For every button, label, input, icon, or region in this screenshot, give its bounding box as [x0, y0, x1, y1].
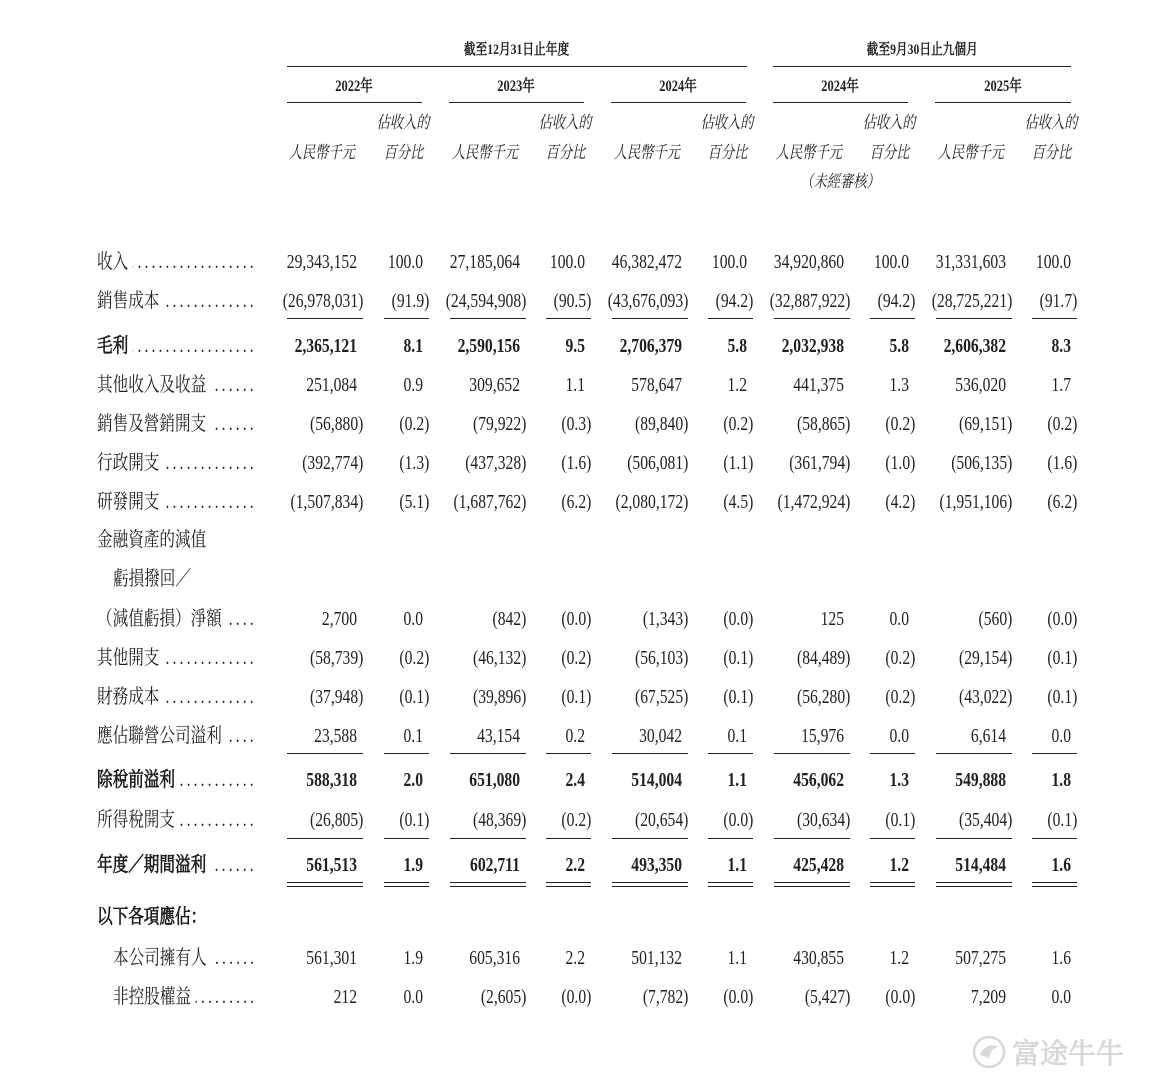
- cell-value: (46,132): [472, 647, 526, 669]
- row-label: [97, 528, 257, 552]
- percent-cell: [931, 373, 1077, 397]
- underline: [612, 838, 688, 839]
- amount-heading-label: 人民幣千元: [937, 143, 1004, 162]
- percent-column-heading: [358, 108, 448, 168]
- cell-value: (506,135): [950, 452, 1012, 474]
- underline: [612, 318, 688, 319]
- cell-value: 6,614: [970, 725, 1006, 747]
- double-underline: [774, 882, 850, 883]
- year-rule: [449, 102, 584, 103]
- cell-value: 8.3: [1051, 335, 1071, 357]
- double-underline: [1032, 886, 1077, 887]
- cell-value: 5.8: [889, 335, 909, 357]
- cell-value: 430,855: [793, 947, 844, 969]
- cell-value: (58,739): [309, 647, 363, 669]
- cell-value: (361,794): [788, 452, 850, 474]
- cell-value: 561,513: [306, 854, 357, 876]
- cell-value: (79,922): [472, 413, 526, 435]
- cell-value: 0.0: [403, 986, 423, 1008]
- cell-value: (2,080,172): [615, 491, 688, 513]
- row-label-text: 年度／期間溢利: [97, 854, 207, 876]
- cell-value: (6.2): [1047, 491, 1077, 513]
- underline: [450, 318, 526, 319]
- percent-cell: [931, 853, 1077, 877]
- cell-value: 251,084: [306, 374, 357, 396]
- cell-value: 1.2: [889, 947, 909, 969]
- cell-value: 0.2: [565, 725, 585, 747]
- amount-heading-label: 人民幣千元: [288, 143, 355, 162]
- double-underline: [774, 886, 850, 887]
- row-label-text: 銷售及營銷開支: [97, 413, 207, 435]
- double-underline: [708, 882, 753, 883]
- cell-value: (0.2): [885, 647, 915, 669]
- cell-value: 1.9: [403, 854, 423, 876]
- header-rule: [773, 66, 1071, 67]
- cell-value: 2.2: [565, 854, 585, 876]
- percent-cell: [931, 768, 1077, 792]
- cell-value: 30,042: [639, 725, 682, 747]
- cell-value: (0.2): [723, 413, 753, 435]
- cell-value: (0.2): [885, 413, 915, 435]
- cell-value: 0.1: [403, 725, 423, 747]
- amount-heading-label: 人民幣千元: [451, 143, 518, 162]
- cell-value: (4.2): [885, 491, 915, 513]
- row-label-text: 其他開支: [97, 647, 160, 669]
- percent-cell: [937, 490, 1077, 514]
- cell-value: 2,706,379: [619, 335, 682, 357]
- cell-value: (7,782): [642, 986, 688, 1008]
- underline: [774, 753, 850, 754]
- cell-value: 15,976: [801, 725, 844, 747]
- cell-value: 100.0: [387, 251, 423, 273]
- cell-value: (56,880): [309, 413, 363, 435]
- row-label-text: 財務成本: [97, 686, 160, 708]
- row-label-text: （減值虧損）淨額: [97, 608, 222, 630]
- underline: [287, 838, 363, 839]
- cell-value: 2,700: [321, 608, 357, 630]
- cell-value: (32,887,922): [769, 290, 850, 312]
- cell-value: (91.9): [391, 290, 429, 312]
- cell-value: (90.5): [553, 290, 591, 312]
- cell-value: 34,920,860: [773, 251, 844, 273]
- row-label-text: 研發開支: [97, 491, 160, 513]
- underline: [870, 838, 915, 839]
- cell-value: 2,365,121: [294, 335, 357, 357]
- cell-value: 2,032,938: [781, 335, 844, 357]
- row-label-text: 銷售成本: [97, 290, 160, 312]
- year-heading: [449, 77, 584, 97]
- cell-value: (0.0): [723, 986, 753, 1008]
- cell-value: 2.2: [565, 947, 585, 969]
- cell-value: 1.3: [889, 769, 909, 791]
- year-label: 2023年: [497, 78, 536, 95]
- row-label: [97, 905, 257, 929]
- percent-heading-line2: 百分比: [1031, 143, 1071, 162]
- cell-value: (0.1): [885, 809, 915, 831]
- cell-value: 31,331,603: [935, 251, 1006, 273]
- cell-value: 1.7: [1051, 374, 1071, 396]
- unaudited-note-label: （未經審核）: [800, 172, 880, 191]
- underline: [450, 838, 526, 839]
- header-rule: [287, 66, 747, 67]
- row-label-text: 非控股權益: [113, 986, 191, 1008]
- year-label: 2022年: [335, 78, 374, 95]
- cell-value: 8.1: [403, 335, 423, 357]
- percent-column-heading: [844, 108, 934, 168]
- cell-value: 100.0: [873, 251, 909, 273]
- percent-cell: [937, 808, 1077, 832]
- double-underline: [936, 882, 1012, 883]
- cell-value: (392,774): [301, 452, 363, 474]
- year-label: 2025年: [984, 78, 1022, 95]
- row-label-text: 行政開支: [97, 452, 160, 474]
- percent-cell: [937, 607, 1077, 631]
- double-underline: [708, 886, 753, 887]
- cell-value: 536,020: [955, 374, 1006, 396]
- row-label-text: 毛利: [97, 335, 129, 357]
- cell-value: (0.3): [561, 413, 591, 435]
- cell-value: (5,427): [804, 986, 850, 1008]
- double-underline: [287, 886, 363, 887]
- cell-value: 1.6: [1051, 854, 1071, 876]
- period-group-heading: [773, 40, 1071, 60]
- cell-value: (1,687,762): [453, 491, 526, 513]
- cell-value: 1.9: [403, 947, 423, 969]
- underline: [1032, 838, 1077, 839]
- cell-value: (56,103): [634, 647, 688, 669]
- year-label: 2024年: [821, 78, 860, 95]
- cell-value: 507,275: [955, 947, 1006, 969]
- cell-value: (560): [978, 608, 1012, 630]
- cell-value: (0.1): [399, 686, 429, 708]
- cell-value: (0.2): [885, 686, 915, 708]
- cell-value: 23,588: [314, 725, 357, 747]
- cell-value: 309,652: [469, 374, 520, 396]
- cell-value: (0.1): [561, 686, 591, 708]
- cell-value: 100.0: [1035, 251, 1071, 273]
- cell-value: (0.2): [561, 647, 591, 669]
- cell-value: (0.2): [399, 647, 429, 669]
- cell-value: 100.0: [711, 251, 747, 273]
- cell-value: (89,840): [634, 413, 688, 435]
- row-label-text: 應佔聯營公司溢利: [97, 725, 222, 747]
- cell-value: (37,948): [309, 686, 363, 708]
- cell-value: (94.2): [715, 290, 753, 312]
- cell-value: (0.0): [885, 986, 915, 1008]
- cell-value: (26,978,031): [282, 290, 363, 312]
- underline: [870, 753, 915, 754]
- cell-value: (6.2): [561, 491, 591, 513]
- cell-value: 29,343,152: [286, 251, 357, 273]
- double-underline: [1032, 882, 1077, 883]
- row-label-text: 所得稅開支: [97, 809, 175, 831]
- cell-value: (39,896): [472, 686, 526, 708]
- double-underline: [450, 882, 526, 883]
- double-underline: [870, 882, 915, 883]
- percent-heading-line2: 百分比: [545, 143, 585, 162]
- cell-value: 100.0: [549, 251, 585, 273]
- percent-heading-line1: 佔收入的: [538, 113, 592, 132]
- period-group-label: 截至9月30日止九個月: [866, 42, 978, 58]
- cell-value: 5.8: [727, 335, 747, 357]
- year-rule: [935, 102, 1071, 103]
- cell-value: (2,605): [480, 986, 526, 1008]
- underline: [384, 753, 429, 754]
- cell-value: (94.2): [877, 290, 915, 312]
- cell-value: (1,951,106): [939, 491, 1012, 513]
- futu-logo-icon: [972, 1035, 1006, 1069]
- cell-value: (0.1): [399, 809, 429, 831]
- year-heading: [287, 77, 422, 97]
- year-label: 2024年: [659, 78, 698, 95]
- unaudited-note: [780, 172, 900, 192]
- underline: [936, 838, 1012, 839]
- row-label-text: 虧損撥回／: [113, 568, 191, 590]
- underline: [287, 753, 363, 754]
- cell-value: (0.1): [1047, 686, 1077, 708]
- cell-value: 1.1: [727, 769, 747, 791]
- cell-value: 2,590,156: [457, 335, 520, 357]
- cell-value: 1.6: [1051, 947, 1071, 969]
- cell-value: (69,151): [958, 413, 1012, 435]
- cell-value: (24,594,908): [445, 290, 526, 312]
- cell-value: (1.1): [723, 452, 753, 474]
- double-underline: [384, 886, 429, 887]
- cell-value: 1.3: [889, 374, 909, 396]
- period-group-label: 截至12月31日止年度: [464, 42, 570, 58]
- cell-value: (0.2): [1047, 413, 1077, 435]
- percent-column-heading: [520, 108, 610, 168]
- year-rule: [611, 102, 746, 103]
- amount-column-heading: [235, 143, 355, 163]
- cell-value: (1,343): [642, 608, 688, 630]
- cell-value: 2,606,382: [943, 335, 1006, 357]
- cell-value: (437,328): [464, 452, 526, 474]
- amount-heading-label: 人民幣千元: [613, 143, 680, 162]
- row-label-text: 金融資產的減值: [97, 529, 207, 551]
- percent-heading-line2: 百分比: [707, 143, 747, 162]
- underline: [287, 318, 363, 319]
- cell-value: (0.2): [399, 413, 429, 435]
- percent-heading-line1: 佔收入的: [1024, 113, 1078, 132]
- underline: [546, 318, 591, 319]
- double-underline: [546, 882, 591, 883]
- cell-value: 602,711: [470, 854, 520, 876]
- percent-cell: [931, 334, 1077, 358]
- percent-cell: [931, 724, 1077, 748]
- double-underline: [870, 886, 915, 887]
- percent-heading-line2: 百分比: [869, 143, 909, 162]
- cell-value: 43,154: [477, 725, 520, 747]
- cell-value: (5.1): [399, 491, 429, 513]
- cell-value: (56,280): [796, 686, 850, 708]
- underline: [936, 753, 1012, 754]
- cell-value: (20,654): [634, 809, 688, 831]
- cell-value: 0.0: [889, 608, 909, 630]
- year-heading: [611, 77, 746, 97]
- cell-value: (1,472,924): [777, 491, 850, 513]
- cell-value: 651,080: [469, 769, 520, 791]
- row-label: [113, 567, 257, 591]
- cell-value: 578,647: [631, 374, 682, 396]
- cell-value: 1.1: [727, 947, 747, 969]
- underline: [774, 838, 850, 839]
- year-heading: [773, 77, 908, 97]
- cell-value: (4.5): [723, 491, 753, 513]
- underline: [774, 318, 850, 319]
- year-heading: [935, 77, 1071, 97]
- cell-value: 1.1: [565, 374, 585, 396]
- underline: [870, 318, 915, 319]
- row-label-text: 其他收入及收益: [97, 374, 207, 396]
- double-underline: [287, 882, 363, 883]
- double-underline: [612, 886, 688, 887]
- cell-value: 7,209: [970, 986, 1006, 1008]
- period-group-heading: [287, 40, 747, 60]
- underline: [384, 838, 429, 839]
- underline: [708, 318, 753, 319]
- underline: [546, 838, 591, 839]
- cell-value: 125: [820, 608, 844, 630]
- percent-heading-line1: 佔收入的: [862, 113, 916, 132]
- cell-value: (506,081): [626, 452, 688, 474]
- cell-value: (43,676,093): [607, 290, 688, 312]
- underline: [708, 753, 753, 754]
- underline: [1032, 753, 1077, 754]
- double-underline: [546, 886, 591, 887]
- cell-value: (0.0): [561, 986, 591, 1008]
- cell-value: 514,004: [631, 769, 682, 791]
- cell-value: (0.1): [1047, 647, 1077, 669]
- percent-cell: [931, 250, 1077, 274]
- percent-heading-line2: 百分比: [383, 143, 423, 162]
- watermark: [972, 1034, 1124, 1070]
- cell-value: (0.0): [561, 608, 591, 630]
- percent-cell: [937, 289, 1077, 313]
- cell-value: (30,634): [796, 809, 850, 831]
- percent-heading-line1: 佔收入的: [376, 113, 430, 132]
- cell-value: 2.0: [403, 769, 423, 791]
- cell-value: 456,062: [793, 769, 844, 791]
- cell-value: 0.9: [403, 374, 423, 396]
- percent-cell: [937, 685, 1077, 709]
- cell-value: 27,185,064: [449, 251, 520, 273]
- cell-value: 2.4: [565, 769, 585, 791]
- year-rule: [287, 102, 422, 103]
- cell-value: 9.5: [565, 335, 585, 357]
- percent-column-heading: [1006, 108, 1096, 168]
- double-underline: [612, 882, 688, 883]
- cell-value: 1.2: [889, 854, 909, 876]
- cell-value: (1.0): [885, 452, 915, 474]
- cell-value: 425,428: [793, 854, 844, 876]
- cell-value: 0.1: [727, 725, 747, 747]
- cell-value: 1.2: [727, 374, 747, 396]
- cell-value: 561,301: [306, 947, 357, 969]
- cell-value: 549,888: [955, 769, 1006, 791]
- underline: [546, 753, 591, 754]
- cell-value: (29,154): [958, 647, 1012, 669]
- cell-value: (58,865): [796, 413, 850, 435]
- cell-value: (91.7): [1039, 290, 1077, 312]
- percent-cell: [937, 412, 1077, 436]
- cell-value: (0.2): [561, 809, 591, 831]
- underline: [1032, 318, 1077, 319]
- cell-value: (1.6): [561, 452, 591, 474]
- cell-value: (842): [492, 608, 526, 630]
- cell-value: (0.1): [1047, 809, 1077, 831]
- double-underline: [384, 882, 429, 883]
- cell-value: (0.1): [723, 686, 753, 708]
- year-rule: [773, 102, 908, 103]
- cell-value: 0.0: [1051, 986, 1071, 1008]
- underline: [936, 318, 1012, 319]
- percent-cell: [931, 946, 1077, 970]
- cell-value: 588,318: [306, 769, 357, 791]
- underline: [384, 318, 429, 319]
- cell-value: (1,507,834): [290, 491, 363, 513]
- underline: [612, 753, 688, 754]
- row-label-text: 本公司擁有人: [113, 947, 207, 969]
- percent-column-heading: [682, 108, 772, 168]
- cell-value: 0.0: [403, 608, 423, 630]
- percent-cell: [937, 451, 1077, 475]
- cell-value: (1.6): [1047, 452, 1077, 474]
- cell-value: 441,375: [793, 374, 844, 396]
- cell-value: (43,022): [958, 686, 1012, 708]
- row-label-text: 以下各項應佔：: [97, 906, 207, 928]
- cell-value: 514,484: [955, 854, 1006, 876]
- cell-value: (1.3): [399, 452, 429, 474]
- cell-value: 212: [333, 986, 357, 1008]
- cell-value: (26,805): [309, 809, 363, 831]
- cell-value: (28,725,221): [931, 290, 1012, 312]
- row-label-text: 除稅前溢利: [97, 769, 175, 791]
- percent-cell: [937, 646, 1077, 670]
- percent-cell: [931, 985, 1077, 1009]
- watermark-text: 富途牛牛: [1012, 1037, 1125, 1070]
- cell-value: 1.8: [1051, 769, 1071, 791]
- underline: [708, 838, 753, 839]
- underline: [450, 753, 526, 754]
- cell-value: 0.0: [889, 725, 909, 747]
- cell-value: 1.1: [727, 854, 747, 876]
- cell-value: 605,316: [469, 947, 520, 969]
- cell-value: (0.0): [723, 608, 753, 630]
- double-underline: [936, 886, 1012, 887]
- cell-value: (67,525): [634, 686, 688, 708]
- row-label-text: 收入: [97, 251, 129, 273]
- cell-value: (48,369): [472, 809, 526, 831]
- double-underline: [450, 886, 526, 887]
- cell-value: (0.0): [1047, 608, 1077, 630]
- cell-value: 493,350: [631, 854, 682, 876]
- cell-value: (84,489): [796, 647, 850, 669]
- cell-value: 46,382,472: [611, 251, 682, 273]
- amount-heading-label: 人民幣千元: [775, 143, 842, 162]
- cell-value: (35,404): [958, 809, 1012, 831]
- cell-value: 0.0: [1051, 725, 1071, 747]
- cell-value: (0.0): [723, 809, 753, 831]
- cell-value: (0.1): [723, 647, 753, 669]
- cell-value: 501,132: [631, 947, 682, 969]
- percent-heading-line1: 佔收入的: [700, 113, 754, 132]
